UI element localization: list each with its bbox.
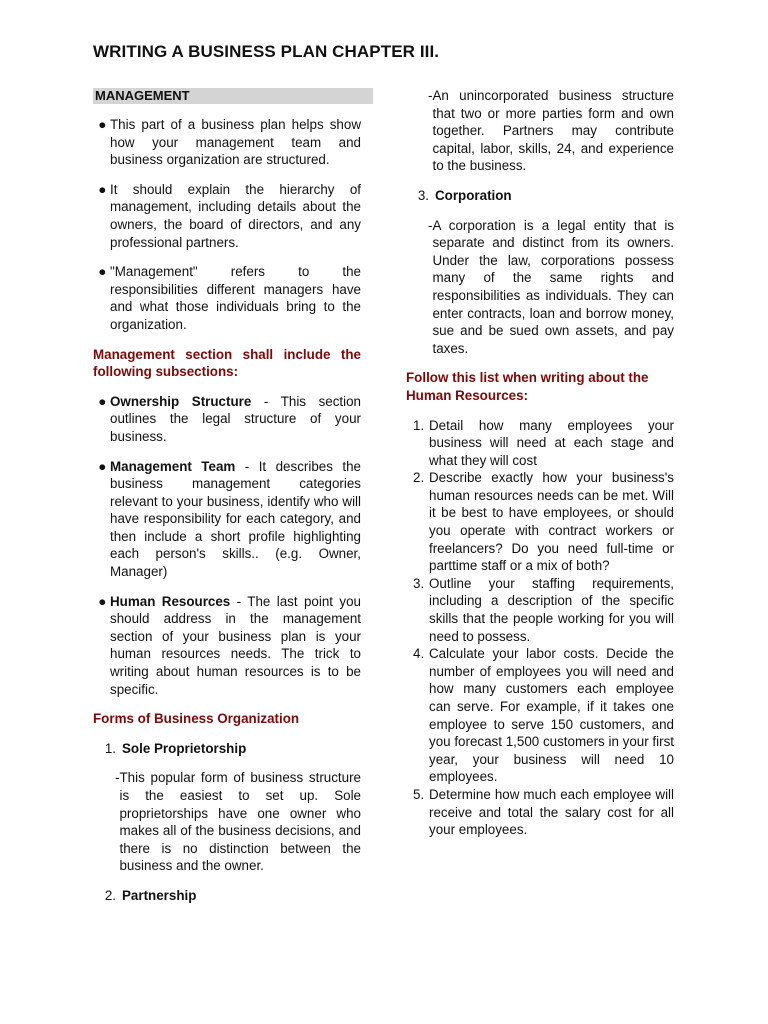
subsection-desc: - The last point you should address in the management section of your business plan is your human resources needs. The trick to writing about human resources is to be specific. xyxy=(110,593,361,697)
hr-list-item xyxy=(406,645,674,786)
bullet-icon: ● xyxy=(98,181,110,197)
item-number: 1. xyxy=(104,740,116,756)
management-heading: MANAGEMENT xyxy=(93,88,373,104)
bullet-text xyxy=(110,458,361,581)
item-number: 2. xyxy=(413,470,425,486)
subsection-term: Ownership Structure xyxy=(110,393,252,409)
form-name: Partnership xyxy=(122,887,197,903)
hr-list-item xyxy=(406,417,674,470)
subsection-term: Human Resources xyxy=(110,593,231,609)
subsection-bullet xyxy=(93,458,361,581)
bullet-text: "Management" refers to the responsibilities different managers have and what those individuals bring to the organization. xyxy=(110,264,361,332)
item-number: 5. xyxy=(413,786,425,802)
hr-item-text: Determine how much each employee will receive and total the salary cost for all your employees. xyxy=(429,786,674,838)
item-number: 3. xyxy=(417,187,429,203)
bullet-icon: ● xyxy=(98,117,110,132)
subsection-bullet xyxy=(93,593,361,699)
form-desc-text: This popular form of business structure is the easiest to set up. Sole proprietorships have one owner who makes all of the business decisions, and there is no distinction between the business and the owner. xyxy=(119,770,361,874)
bullet-icon: ● xyxy=(98,393,110,409)
bullet-text: It should explain the hierarchy of management, including details about the owners, the board of directors, and any professional partners. xyxy=(110,181,361,250)
hr-list-item xyxy=(406,786,674,839)
dash-marker: - xyxy=(428,217,433,233)
partnership-desc-text: An unincorporated business structure that two or more parties form and own together. Partners may contribute capital, labor, skills, 24, and experience to the business. xyxy=(432,88,674,174)
hr-list-item xyxy=(406,469,674,575)
subsections-heading: Management section shall include the following subsections: xyxy=(93,346,361,380)
left-column xyxy=(93,87,361,905)
hr-item-text: Outline your staffing requirements, including a description of the specific skills that the people working for you will need to possess. xyxy=(429,575,674,644)
form-name: Sole Proprietorship xyxy=(122,740,247,756)
intro-bullet xyxy=(93,181,361,251)
item-number: 4. xyxy=(413,646,425,662)
bullet-text xyxy=(110,593,361,699)
subsection-term: Management Team xyxy=(110,458,236,474)
subsection-desc: - It describes the business management categories relevant to your business, identify who will have responsibility for each category, and then include a short profile highlighting each person's skills.. (e.g. Owner, Manager) xyxy=(110,458,361,580)
form-item xyxy=(406,187,674,205)
bullet-icon: ● xyxy=(98,458,110,474)
item-number: 3. xyxy=(413,575,425,591)
form-item xyxy=(93,740,361,758)
page-title: WRITING A BUSINESS PLAN CHAPTER III. xyxy=(93,42,440,61)
subsection-bullet xyxy=(93,393,361,446)
hr-list-item xyxy=(406,575,674,645)
bullet-text: This part of a business plan helps show how your management team and business organization are structured. xyxy=(110,117,361,168)
hr-heading: Follow this list when writing about the Human Resources: xyxy=(406,370,649,403)
corporation-description xyxy=(406,217,674,358)
hr-list xyxy=(406,417,674,839)
right-column xyxy=(406,87,674,839)
hr-item-text: Detail how many employees your business will need at each stage and what they will cost xyxy=(429,417,674,468)
intro-bullet xyxy=(93,263,361,333)
dash-marker: - xyxy=(115,770,120,786)
forms-heading: Forms of Business Organization xyxy=(93,711,300,727)
form-item xyxy=(93,887,361,905)
bullet-icon: ● xyxy=(98,264,110,280)
dash-marker: - xyxy=(428,88,433,103)
subsection-desc: - This section outlines the legal structure of your business. xyxy=(110,393,361,444)
bullet-icon: ● xyxy=(98,593,110,609)
corporation-desc-text: A corporation is a legal entity that is separate and distinct from its owners. Under the law, corporations possess many of the same rights and responsibilities as individuals. They can enter contracts, loan and borrow money, sue and be sued own assets, and pay taxes. xyxy=(432,217,674,356)
item-number: 1. xyxy=(413,417,425,433)
hr-item-text: Describe exactly how your business's human resources needs can be met. Will it be best to have employees, or should you operate with contract workers or freelancers? Do you need full-time or parttime staff or a mix of both? xyxy=(429,470,674,574)
hr-item-text: Calculate your labor costs. Decide the number of employees you will need and how many customers each employee can serve. For example, if it takes one employee to serve 150 customers, and you forecast 1,500 customers in your first year, your business will need 10 employees. xyxy=(429,646,674,785)
form-description xyxy=(93,769,361,875)
partnership-description xyxy=(406,87,674,175)
form-name: Corporation xyxy=(435,187,512,203)
intro-bullet xyxy=(93,116,361,169)
bullet-text xyxy=(110,393,361,446)
item-number: 2. xyxy=(104,887,116,903)
